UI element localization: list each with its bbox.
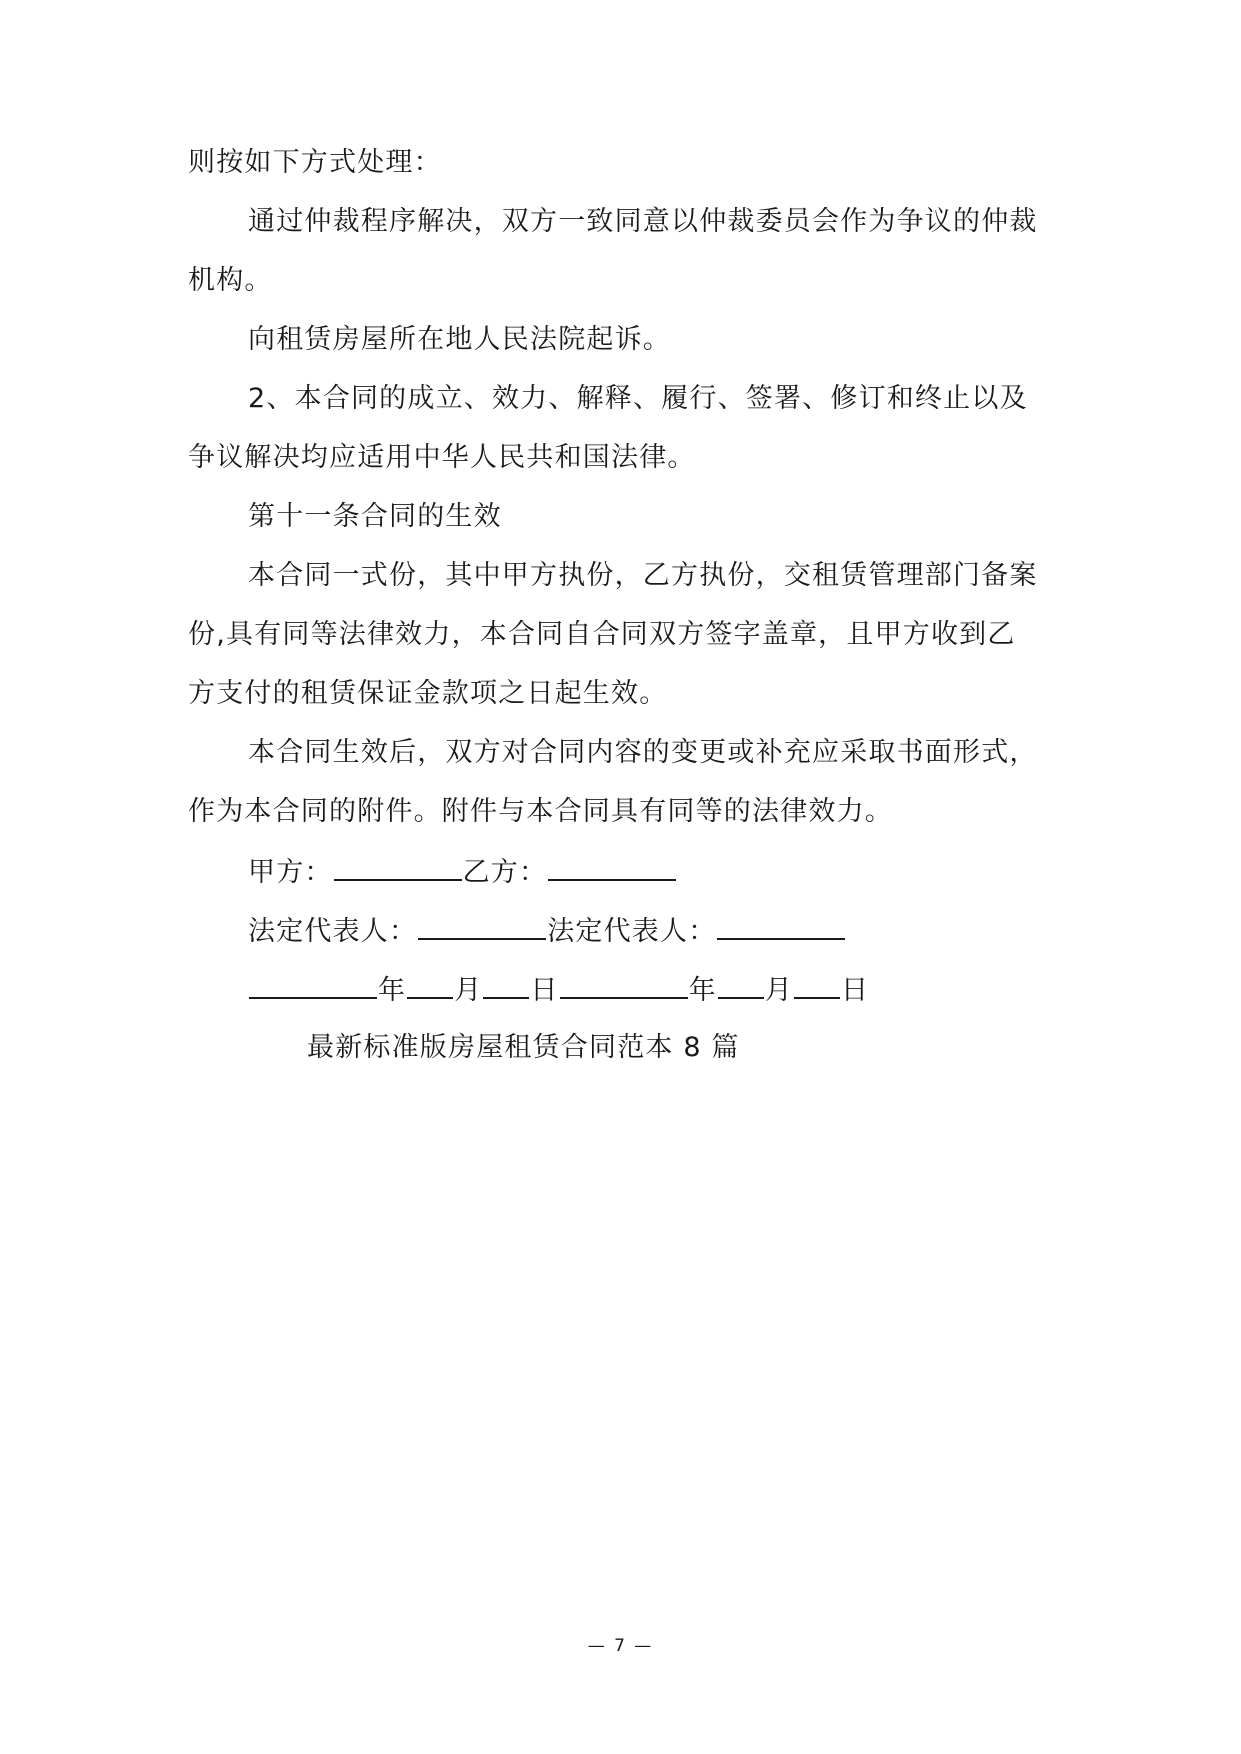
text-line: 则按如下方式处理： <box>188 147 442 178</box>
rep-b-label: 法定代表人： <box>547 916 717 947</box>
year-a-label: 年 <box>378 975 407 1006</box>
text-line: 向租赁房屋所在地人民法院起诉。 <box>248 324 671 355</box>
day-a-label: 日 <box>530 975 559 1006</box>
party-b-blank <box>548 853 676 881</box>
year-a-blank <box>249 971 377 999</box>
page-number: — 7 — <box>587 1636 654 1656</box>
signature-dates <box>248 971 869 1009</box>
day-a-blank <box>483 971 529 999</box>
text-line: 争议解决均应适用中华人民共和国法律。 <box>188 442 696 473</box>
party-a-label: 甲方： <box>248 857 333 888</box>
month-b-blank <box>718 971 764 999</box>
section-heading: 第十一条合同的生效 <box>248 501 502 532</box>
signature-representatives <box>248 912 846 950</box>
text-line: 通过仲裁程序解决，双方一致同意以仲裁委员会作为争议的仲裁 <box>248 206 1038 237</box>
month-a-label: 月 <box>454 975 483 1006</box>
footer-title: 最新标准版房屋租赁合同范本 8 篇 <box>307 1032 740 1063</box>
rep-b-blank <box>717 912 845 940</box>
party-b-label: 乙方： <box>462 857 548 888</box>
party-a-blank <box>334 853 462 881</box>
text-line: 份,具有同等法律效力，本合同自合同双方签字盖章，且甲方收到乙 <box>188 619 1016 650</box>
day-b-blank <box>794 971 840 999</box>
year-b-blank <box>560 971 688 999</box>
rep-a-blank <box>418 912 546 940</box>
signature-parties <box>248 853 677 891</box>
month-b-label: 月 <box>764 975 794 1006</box>
text-line: 本合同一式份，其中甲方执份，乙方执份，交租赁管理部门备案 <box>248 560 1038 591</box>
day-b-label: 日 <box>841 975 870 1006</box>
rep-a-label: 法定代表人： <box>248 916 418 947</box>
year-b-label: 年 <box>688 975 717 1006</box>
text-line: 作为本合同的附件。附件与本合同具有同等的法律效力。 <box>188 796 893 827</box>
text-line: 机构。 <box>188 265 273 296</box>
text-line: 本合同生效后，双方对合同内容的变更或补充应采取书面形式， <box>248 737 1038 768</box>
text-line: 方支付的租赁保证金款项之日起生效。 <box>188 678 668 709</box>
month-a-blank <box>407 971 453 999</box>
text-line: 2、本合同的成立、效力、解释、履行、签署、修订和终止以及 <box>248 383 1028 414</box>
